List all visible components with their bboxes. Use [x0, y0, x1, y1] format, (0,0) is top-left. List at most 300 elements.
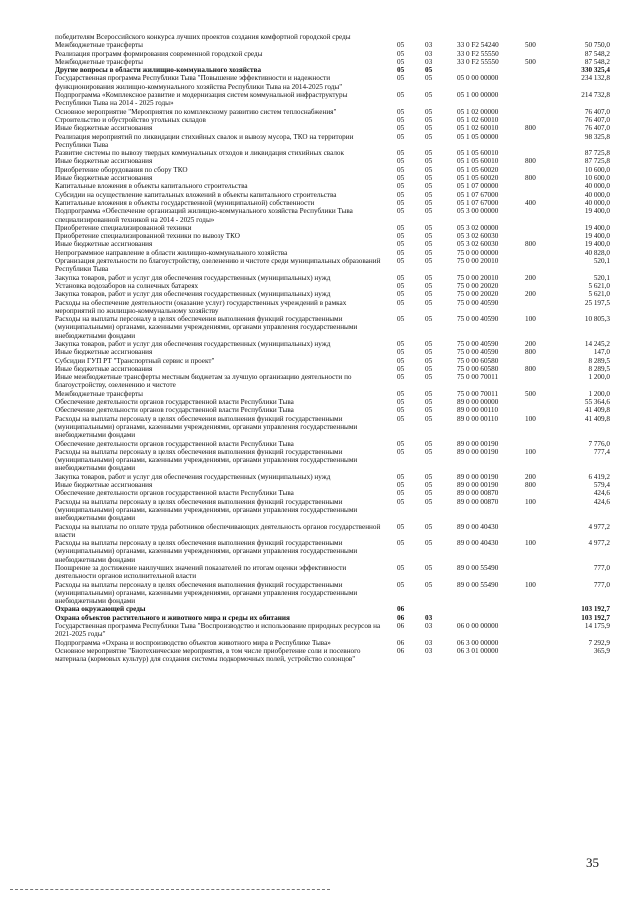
table-row — [0, 365, 640, 373]
row-cs: 05 1 05 60010 — [457, 157, 499, 166]
table-row — [0, 373, 640, 390]
row-cs: 89 0 00 55490 — [457, 564, 499, 572]
row-name: Приобретение оборудования по сбору ТКО — [55, 165, 188, 174]
row-pr: 05 — [425, 115, 433, 124]
row-cs: 05 1 07 67000 — [457, 190, 499, 199]
row-sum: 41 409,8 — [584, 406, 610, 415]
row-sum: 98 325,8 — [584, 132, 610, 141]
row-sum: 87 548,2 — [584, 57, 610, 66]
row-pr: 05 — [425, 398, 433, 407]
row-name: Государственная программа Республики Тыва "Повышение эффективности и надежности функционирования жилищно-коммунального хозяйства Республики Тыва на 2014-2025 годы" — [55, 74, 343, 91]
row-name: Межбюджетные трансферты — [55, 389, 143, 398]
row-pr: 05 — [425, 497, 433, 506]
row-vr: 800 — [525, 481, 536, 490]
row-cs: 33 0 F2 54240 — [457, 41, 499, 50]
table-row — [0, 348, 640, 356]
row-rz: 05 — [397, 124, 405, 133]
row-vr: 500 — [525, 389, 536, 398]
row-name: Охрана объектов растительного и животного мира и среды их обитания — [55, 613, 290, 622]
table-row — [0, 390, 640, 398]
row-rz: 05 — [397, 564, 405, 572]
row-pr: 03 — [425, 646, 433, 655]
row-cs: 75 0 00 00000 — [457, 248, 499, 257]
row-pr: 05 — [425, 157, 433, 166]
row-pr: 05 — [425, 290, 433, 299]
row-sum: 6 419,2 — [588, 472, 610, 481]
row-pr: 05 — [425, 74, 433, 83]
table-row — [0, 224, 640, 232]
row-name: победителям Всероссийского конкурса лучших проектов создания комфортной городской среды — [55, 33, 351, 41]
row-rz: 05 — [397, 157, 405, 166]
row-cs: 75 0 00 60580 — [457, 364, 499, 373]
row-pr: 05 — [425, 240, 433, 249]
budget-table — [0, 33, 640, 664]
row-name: Закупка товаров, работ и услуг для обеспечения государственных (муниципальных) нужд — [55, 472, 331, 481]
row-sum: 4 977,2 — [588, 539, 610, 548]
row-rz: 05 — [397, 290, 405, 299]
row-name: Иные бюджетные ассигнования — [55, 124, 153, 133]
row-rz: 06 — [397, 605, 405, 614]
row-vr: 100 — [525, 315, 536, 324]
row-cs: 89 0 00 00870 — [457, 489, 499, 498]
row-sum: 7 776,0 — [588, 439, 610, 448]
row-sum: 19 400,0 — [584, 207, 610, 216]
row-name: Капитальные вложения в объекты государственной (муниципальной) собственности — [55, 198, 315, 207]
row-sum: 7 292,9 — [588, 638, 610, 647]
row-name: Другие вопросы в области жилищно-коммунального хозяйства — [55, 66, 262, 75]
row-sum: 76 407,0 — [584, 107, 610, 116]
row-cs: 33 0 F2 55550 — [457, 57, 499, 66]
row-name: Организация деятельности по благоустройству, озеленению и чистоте среди муниципальных образований Республики Тыва — [55, 257, 381, 274]
row-name: Охрана окружающей среды — [55, 605, 146, 614]
row-rz: 06 — [397, 646, 405, 655]
row-sum: 234 132,8 — [581, 74, 610, 83]
table-row — [0, 166, 640, 174]
row-name: Закупка товаров, работ и услуг для обеспечения государственных (муниципальных) нужд — [55, 273, 331, 282]
row-rz: 05 — [397, 414, 405, 423]
table-row — [0, 58, 640, 66]
row-rz: 05 — [397, 539, 405, 548]
row-pr: 05 — [425, 281, 433, 290]
table-row — [0, 232, 640, 240]
row-name: Подпрограмма «Обеспечение организаций жилищно-коммунального хозяйства Республики Тыва специализированной техникой на 2014 - 2025 годы» — [55, 207, 353, 224]
row-sum: 76 407,0 — [584, 124, 610, 133]
row-cs: 75 0 00 20010 — [457, 257, 499, 266]
row-cs: 05 0 00 00000 — [457, 74, 499, 83]
table-row — [0, 448, 640, 473]
row-sum: 147,0 — [593, 348, 610, 357]
row-pr: 05 — [425, 489, 433, 498]
row-name: Расходы на обеспечение деятельности (оказание услуг) государственных учреждений в рамках мероприятий по жилищно-коммунальному хозяйству — [55, 298, 347, 315]
row-vr: 200 — [525, 290, 536, 299]
row-cs: 75 0 00 70011 — [457, 389, 499, 398]
row-sum: 41 409,8 — [584, 414, 610, 423]
row-rz: 06 — [397, 638, 405, 647]
row-rz: 05 — [397, 91, 405, 100]
row-rz: 05 — [397, 389, 405, 398]
row-pr: 05 — [425, 389, 433, 398]
row-sum: 1 200,0 — [588, 373, 610, 382]
row-name: Иные бюджетные ассигнования — [55, 240, 153, 249]
row-rz: 05 — [397, 165, 405, 174]
row-rz: 05 — [397, 489, 405, 498]
row-rz: 05 — [397, 74, 405, 83]
row-name: Закупка товаров, работ и услуг для обеспечения государственных (муниципальных) нужд — [55, 290, 331, 299]
row-sum: 40 828,0 — [584, 248, 610, 257]
table-row — [0, 174, 640, 182]
row-pr: 05 — [425, 364, 433, 373]
row-cs: 89 0 00 00190 — [457, 481, 499, 490]
row-pr: 05 — [425, 447, 433, 456]
row-vr: 500 — [525, 41, 536, 50]
row-rz: 05 — [397, 281, 405, 290]
row-name: Обеспечение деятельности органов государственной власти Республики Тыва — [55, 489, 294, 498]
table-row — [0, 182, 640, 190]
row-rz: 06 — [397, 613, 405, 622]
row-pr: 05 — [425, 339, 433, 348]
row-pr: 05 — [425, 257, 433, 266]
row-rz: 05 — [397, 248, 405, 257]
row-cs: 05 1 05 60010 — [457, 149, 499, 158]
row-vr: 200 — [525, 273, 536, 282]
row-rz: 05 — [397, 472, 405, 481]
row-cs: 89 0 00 40430 — [457, 522, 499, 531]
row-pr: 05 — [425, 182, 433, 191]
row-name: Капитальные вложения в объекты капитального строительства — [55, 182, 248, 191]
row-cs: 89 0 00 00000 — [457, 398, 499, 407]
table-row — [0, 498, 640, 523]
row-name: Иные бюджетные ассигнования — [55, 481, 153, 490]
row-sum: 40 000,0 — [584, 182, 610, 191]
row-name: Основное мероприятие "Мероприятия по комплексному развитию систем теплоснабжения" — [55, 107, 337, 116]
row-cs: 75 0 00 20020 — [457, 281, 499, 290]
row-sum: 10 600,0 — [584, 174, 610, 183]
row-name: Расходы на выплаты персоналу в целях обеспечения выполнения функций государственными (муниципальными) органами, казенными учреждениями, органами управления государственными внебюджетными фондами — [55, 539, 358, 564]
row-rz: 05 — [397, 232, 405, 241]
table-row — [0, 282, 640, 290]
row-cs: 89 0 00 00190 — [457, 439, 499, 448]
scan-edge-dashes — [10, 889, 330, 892]
row-name: Развитие системы по вывозу твердых коммунальных отходов и ликвидация стихийных свалок — [55, 149, 344, 158]
table-row — [0, 622, 640, 639]
table-row — [0, 614, 640, 622]
row-cs: 05 1 05 60020 — [457, 174, 499, 183]
row-vr: 200 — [525, 472, 536, 481]
row-cs: 75 0 00 40590 — [457, 315, 499, 324]
row-sum: 520,1 — [593, 257, 610, 266]
row-vr: 100 — [525, 497, 536, 506]
row-sum: 777,4 — [593, 447, 610, 456]
row-sum: 103 192,7 — [581, 605, 610, 614]
row-cs: 06 0 00 00000 — [457, 622, 499, 631]
row-cs: 05 1 07 00000 — [457, 182, 499, 191]
row-name: Государственная программа Республики Тыва "Воспроизводство и использование природных ресурсов на 2021-2025 годы" — [55, 622, 381, 639]
row-sum: 5 621,0 — [588, 290, 610, 299]
table-row — [0, 564, 640, 581]
row-pr: 05 — [425, 414, 433, 423]
row-name: Подпрограмма «Охрана и воспроизводство объектов животного мира в Республике Тыва» — [55, 638, 331, 647]
row-name: Основное мероприятие "Биотехнические мероприятия, в том числе приобретение соли и посевного материала (кормовых культур) для создания системы подкормочных полей, устройство солонцов" — [55, 646, 361, 664]
table-row — [0, 191, 640, 199]
row-sum: 40 000,0 — [584, 190, 610, 199]
table-row — [0, 257, 640, 274]
table-row — [0, 489, 640, 497]
row-name: Расходы на выплаты персоналу в целях обеспечения выполнения функций государственными (муниципальными) органами, казенными учреждениями, органами управления государственными внебюджетными фондами — [55, 447, 358, 473]
row-pr: 05 — [425, 107, 433, 116]
row-pr: 05 — [425, 66, 433, 75]
row-vr: 100 — [525, 539, 536, 548]
table-row — [0, 398, 640, 406]
row-pr: 05 — [425, 174, 433, 183]
row-cs: 89 0 00 00870 — [457, 497, 499, 506]
table-row — [0, 647, 640, 664]
row-rz: 05 — [397, 107, 405, 116]
row-rz: 05 — [397, 348, 405, 357]
row-cs: 05 3 02 60030 — [457, 232, 499, 241]
row-pr: 05 — [425, 472, 433, 481]
row-rz: 05 — [397, 223, 405, 232]
row-rz: 05 — [397, 198, 405, 207]
row-sum: 424,6 — [593, 497, 610, 506]
row-pr: 05 — [425, 580, 433, 589]
row-pr: 05 — [425, 132, 433, 141]
row-cs: 75 0 00 70011 — [457, 373, 499, 382]
table-row — [0, 274, 640, 282]
row-sum: 8 289,5 — [588, 356, 610, 365]
row-pr: 03 — [425, 622, 433, 631]
page-number: 35 — [586, 855, 599, 870]
row-name: Подпрограмма «Комплексное развитие и модернизация систем коммунальной инфраструктуры Республики Тыва на 2014 - 2025 годы» — [55, 91, 348, 108]
row-rz: 05 — [397, 207, 405, 216]
table-row — [0, 66, 640, 74]
table-row — [0, 639, 640, 647]
row-rz: 05 — [397, 439, 405, 448]
row-name: Субсидии на осуществление капитальных вложений в объекты капитального строительства — [55, 190, 337, 199]
row-rz: 05 — [397, 497, 405, 506]
row-sum: 579,4 — [593, 481, 610, 490]
row-rz: 05 — [397, 447, 405, 456]
table-row — [0, 240, 640, 248]
row-cs: 75 0 00 40590 — [457, 298, 499, 307]
row-sum: 87 548,2 — [584, 49, 610, 58]
row-rz: 05 — [397, 182, 405, 191]
row-pr: 05 — [425, 439, 433, 448]
row-cs: 89 0 00 55490 — [457, 580, 499, 589]
row-sum: 4 977,2 — [588, 522, 610, 531]
row-cs: 89 0 00 00190 — [457, 447, 499, 456]
row-pr: 05 — [425, 232, 433, 241]
row-sum: 8 289,5 — [588, 364, 610, 373]
row-name: Иные межбюджетные трансферты местным бюджетам за лучшую организацию деятельности по благоустройству, озеленению и чистоте — [55, 373, 352, 390]
row-name: Реализация мероприятий по ликвидации стихийных свалок и вывозу мусора, ТКО на территории Республики Тыва — [55, 132, 354, 149]
row-cs: 05 1 05 60020 — [457, 165, 499, 174]
row-name: Установка водозаборов на солнечных батареях — [55, 281, 199, 290]
row-pr: 05 — [425, 348, 433, 357]
row-rz: 05 — [397, 580, 405, 589]
table-row — [0, 415, 640, 440]
table-row — [0, 340, 640, 348]
row-pr: 05 — [425, 190, 433, 199]
table-row — [0, 406, 640, 414]
row-sum: 365,9 — [593, 646, 610, 655]
table-row — [0, 199, 640, 207]
row-name: Закупка товаров, работ и услуг для обеспечения государственных (муниципальных) нужд — [55, 339, 331, 348]
row-cs: 89 0 00 40430 — [457, 539, 499, 548]
row-name: Межбюджетные трансферты — [55, 41, 143, 50]
row-rz: 05 — [397, 398, 405, 407]
row-cs: 05 1 05 00000 — [457, 132, 499, 141]
row-sum: 19 400,0 — [584, 240, 610, 249]
table-row — [0, 116, 640, 124]
row-cs: 75 0 00 40590 — [457, 348, 499, 357]
table-row — [0, 50, 640, 58]
row-pr: 03 — [425, 49, 433, 58]
row-pr: 03 — [425, 41, 433, 50]
row-name: Расходы на выплаты персоналу в целях обеспечения выполнения функций государственными (муниципальными) органами, казенными учреждениями, органами управления государственными внебюджетными фондами — [55, 580, 358, 606]
table-row — [0, 41, 640, 49]
row-name: Поощрение за достижение наилучших значений показателей по итогам оценки эффективности деятельности органов исполнительной власти — [55, 564, 347, 581]
table-row — [0, 539, 640, 564]
row-name: Иные бюджетные ассигнования — [55, 174, 153, 183]
row-cs: 05 3 00 00000 — [457, 207, 499, 216]
row-sum: 87 725,8 — [584, 149, 610, 158]
table-row — [0, 473, 640, 481]
row-sum: 214 732,8 — [581, 91, 610, 100]
row-cs: 05 3 02 00000 — [457, 223, 499, 232]
row-pr: 05 — [425, 198, 433, 207]
row-name: Непрограммное направление в области жилищно-коммунального хозяйства — [55, 248, 288, 257]
table-row — [0, 149, 640, 157]
row-rz: 05 — [397, 364, 405, 373]
row-sum: 10 805,3 — [584, 315, 610, 324]
row-pr: 03 — [425, 57, 433, 66]
table-row — [0, 523, 640, 540]
row-pr: 03 — [425, 638, 433, 647]
row-name: Расходы на выплаты персоналу в целях обеспечения выполнения функций государственными (муниципальными) органами, казенными учреждениями, органами управления государственными внебюджетными фондами — [55, 497, 358, 523]
row-pr: 05 — [425, 298, 433, 307]
row-cs: 05 1 02 60010 — [457, 115, 499, 124]
row-sum: 424,6 — [593, 489, 610, 498]
row-cs: 05 1 07 67000 — [457, 198, 499, 207]
row-rz: 05 — [397, 132, 405, 141]
table-row — [0, 91, 640, 108]
row-cs: 89 0 00 00110 — [457, 414, 499, 423]
row-rz: 05 — [397, 57, 405, 66]
table-row — [0, 581, 640, 606]
row-cs: 05 1 00 00000 — [457, 91, 499, 100]
table-row — [0, 357, 640, 365]
row-vr: 500 — [525, 57, 536, 66]
row-cs: 89 0 00 00190 — [457, 472, 499, 481]
row-name: Межбюджетные трансферты — [55, 57, 143, 66]
row-name: Расходы на выплаты персоналу в целях обеспечения выполнения функций государственными (муниципальными) органами, казенными учреждениями, органами управления государственными внебюджетными фондами — [55, 315, 358, 340]
row-sum: 10 600,0 — [584, 165, 610, 174]
row-sum: 777,0 — [593, 580, 610, 589]
row-pr: 05 — [425, 481, 433, 490]
row-rz: 05 — [397, 49, 405, 58]
row-vr: 100 — [525, 447, 536, 456]
row-vr: 400 — [525, 198, 536, 207]
row-rz: 05 — [397, 240, 405, 249]
row-sum: 40 000,0 — [584, 198, 610, 207]
row-vr: 800 — [525, 348, 536, 357]
row-name: Обеспечение деятельности органов государственной власти Республики Тыва — [55, 439, 294, 448]
row-cs: 75 0 00 20020 — [457, 290, 499, 299]
table-row — [0, 249, 640, 257]
row-name: Иные бюджетные ассигнования — [55, 348, 153, 357]
row-rz: 05 — [397, 522, 405, 531]
table-row — [0, 440, 640, 448]
row-pr: 05 — [425, 165, 433, 174]
row-sum: 50 750,0 — [584, 41, 610, 50]
row-rz: 05 — [397, 373, 405, 382]
row-rz: 05 — [397, 41, 405, 50]
table-row — [0, 108, 640, 116]
table-row — [0, 299, 640, 316]
row-rz: 05 — [397, 481, 405, 490]
row-sum: 19 400,0 — [584, 223, 610, 232]
row-name: Расходы на выплаты персоналу в целях обеспечения выполнения функций государственными (муниципальными) органами, казенными учреждениями, органами управления государственными внебюджетными фондами — [55, 414, 358, 440]
row-pr: 05 — [425, 564, 433, 572]
row-cs: 05 1 02 60010 — [457, 124, 499, 133]
table-row — [0, 290, 640, 298]
row-rz: 06 — [397, 622, 405, 631]
row-pr: 05 — [425, 248, 433, 257]
row-cs: 75 0 00 20010 — [457, 273, 499, 282]
row-sum: 330 325,4 — [581, 66, 610, 75]
row-sum: 1 200,0 — [588, 389, 610, 398]
row-pr: 05 — [425, 124, 433, 133]
row-pr: 05 — [425, 223, 433, 232]
table-row — [0, 481, 640, 489]
row-sum: 25 197,5 — [584, 298, 610, 307]
row-pr: 05 — [425, 315, 433, 324]
row-sum: 103 192,7 — [581, 613, 610, 622]
row-rz: 05 — [397, 149, 405, 158]
row-pr: 05 — [425, 91, 433, 100]
row-sum: 14 175,9 — [584, 622, 610, 631]
row-vr: 100 — [525, 580, 536, 589]
row-rz: 05 — [397, 298, 405, 307]
row-vr: 200 — [525, 339, 536, 348]
row-sum: 14 245,2 — [584, 339, 610, 348]
row-pr: 05 — [425, 356, 433, 365]
table-row — [0, 157, 640, 165]
row-name: Иные бюджетные ассигнования — [55, 157, 153, 166]
row-sum: 55 364,6 — [584, 398, 610, 407]
row-vr: 800 — [525, 364, 536, 373]
row-vr: 100 — [525, 414, 536, 423]
row-rz: 05 — [397, 257, 405, 266]
row-pr: 05 — [425, 522, 433, 531]
row-rz: 05 — [397, 66, 405, 75]
row-rz: 05 — [397, 115, 405, 124]
table-row — [0, 315, 640, 340]
row-name: Приобретение специализированной техники по вывозу ТКО — [55, 232, 240, 241]
row-pr: 05 — [425, 373, 433, 382]
row-name: Иные бюджетные ассигнования — [55, 364, 153, 373]
row-vr: 800 — [525, 174, 536, 183]
row-rz: 05 — [397, 339, 405, 348]
row-vr: 800 — [525, 157, 536, 166]
table-row — [0, 33, 640, 41]
row-pr: 05 — [425, 149, 433, 158]
row-cs: 06 3 00 00000 — [457, 638, 499, 647]
row-pr: 05 — [425, 539, 433, 548]
row-sum: 87 725,8 — [584, 157, 610, 166]
row-name: Субсидии ГУП РТ "Транспортный сервис и проект" — [55, 356, 215, 365]
row-sum: 19 400,0 — [584, 232, 610, 241]
